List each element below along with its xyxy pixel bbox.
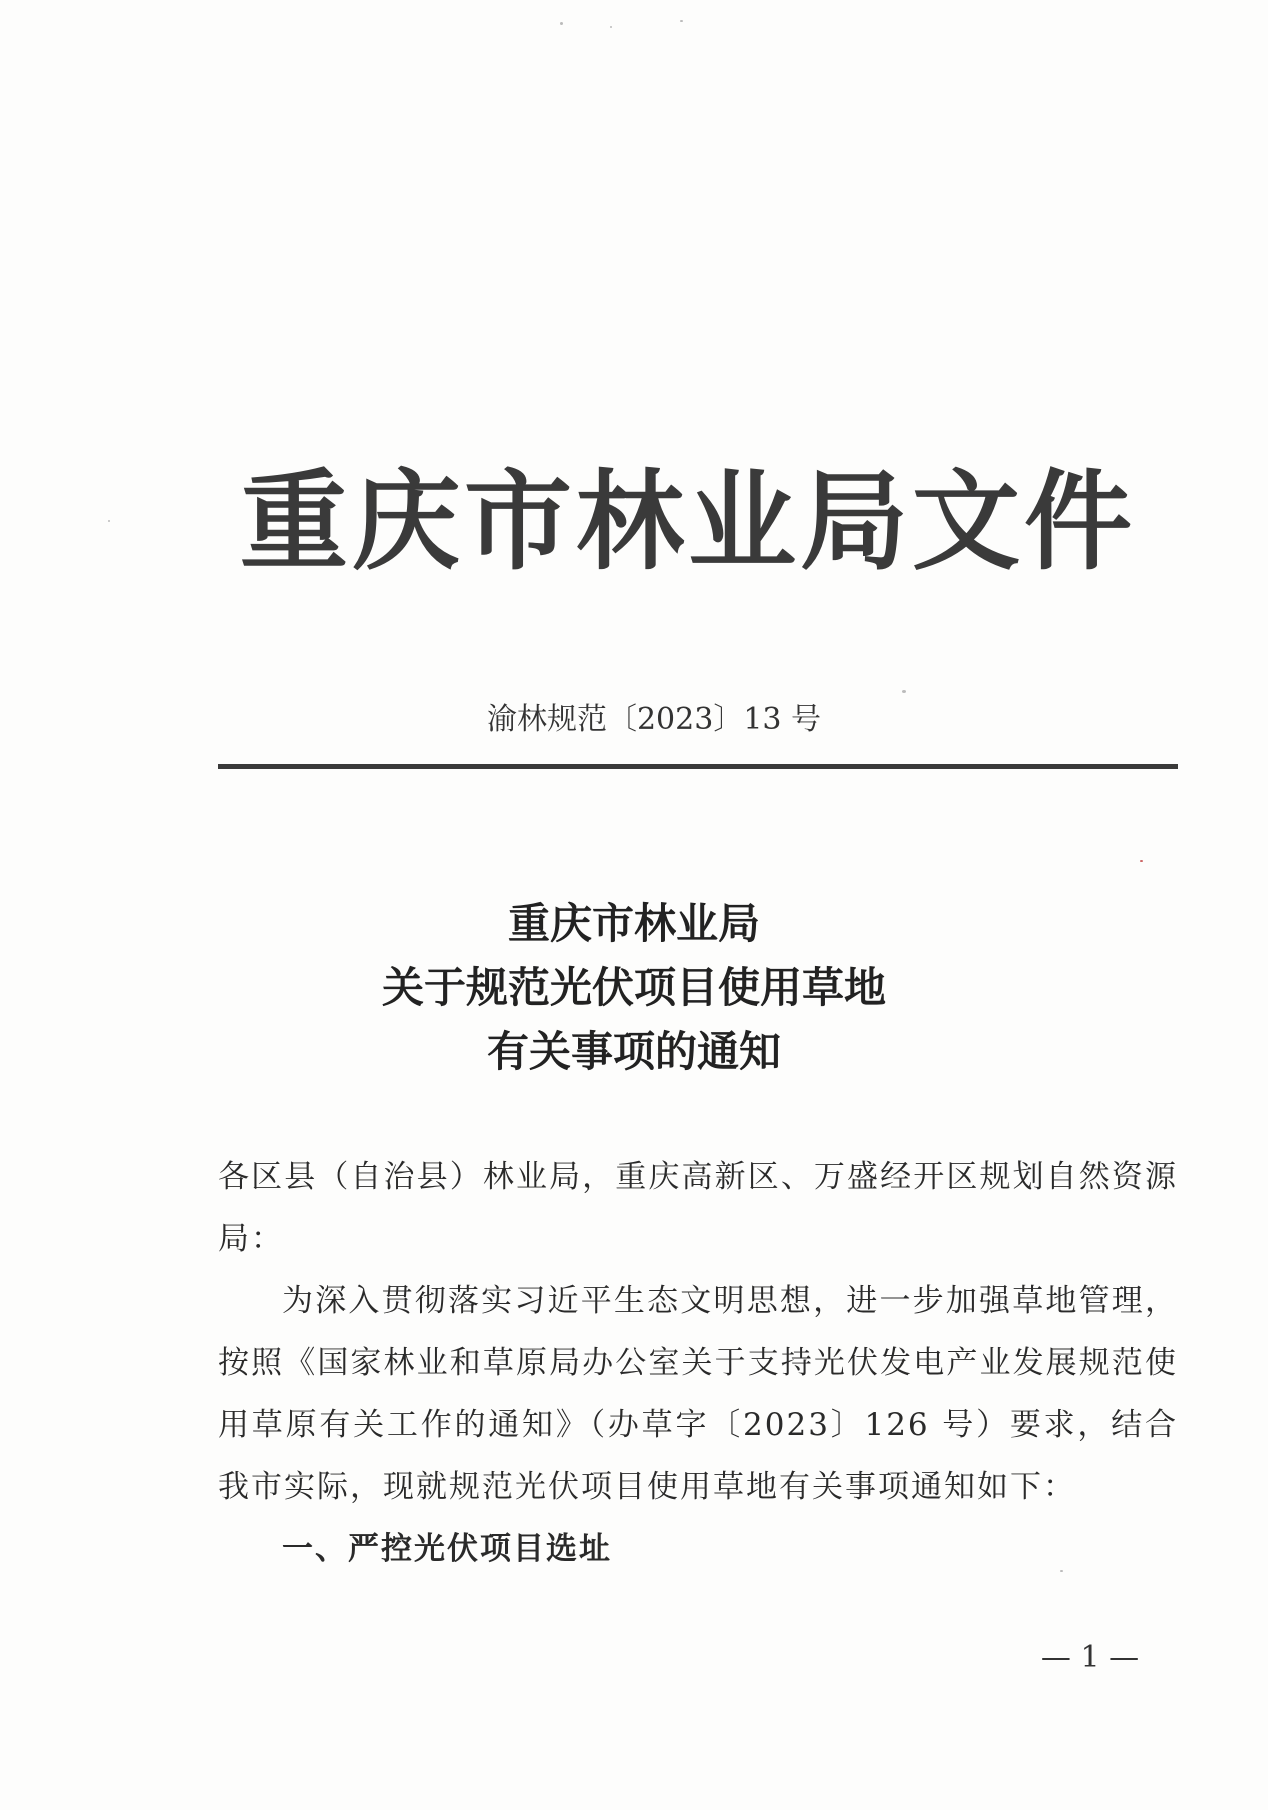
document-body xyxy=(218,1146,1178,1580)
section-heading: 一、严控光伏项目选址 xyxy=(282,1531,612,1567)
title-line-2: 关于规范光伏项目使用草地 xyxy=(381,963,886,1012)
page-number: — 1 — xyxy=(1040,1640,1140,1675)
title-line-3: 有关事项的通知 xyxy=(486,1027,781,1076)
body-paragraph: 为深入贯彻落实习近平生态文明思想，进一步加强草地管理，按照《国家林业和草原局办公室关于支持光伏发电产业发展规范使用草原有关工作的通知》（办草字〔2023〕126 号）要求，结合我市实际，现就规范光伏项目使用草地有关事项通知如下： xyxy=(218,1283,1178,1505)
recipients-line: 各区县（自治县）林业局，重庆高新区、万盛经开区规划自然资源局： xyxy=(218,1159,1178,1257)
header-divider xyxy=(218,764,1178,769)
title-line-1: 重庆市林业局 xyxy=(507,899,760,948)
document-title xyxy=(0,892,1268,1084)
document-number: 渝林规范〔2023〕13 号 xyxy=(486,702,822,737)
document-masthead: 重庆市林业局文件 xyxy=(240,460,1137,585)
